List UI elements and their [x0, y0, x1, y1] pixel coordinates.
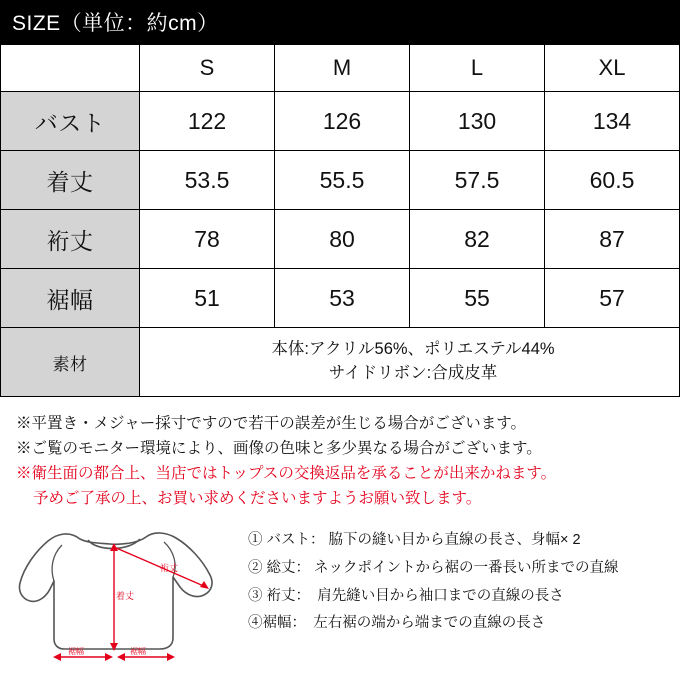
legend-item-total-length: ② 総丈： ネックポイントから裾の一番長い所までの直線: [248, 559, 619, 576]
cell-hem-s: 51: [140, 269, 275, 328]
measurement-diagram-area: [0, 521, 680, 681]
measurement-legend: [248, 527, 668, 637]
table-row: [1, 210, 680, 269]
cell-length-xl: 60.5: [545, 151, 680, 210]
label-length: 着丈: [116, 591, 135, 602]
note-line-4: 予めご了承の上、お買い求めくださいますようお願い致します。: [33, 490, 482, 508]
notes-block: [0, 397, 680, 511]
material-line-2: サイドリボン:合成皮革: [328, 364, 498, 382]
table-row: [1, 92, 680, 151]
cell-length-m: 55.5: [275, 151, 410, 210]
column-header-m: M: [275, 45, 410, 92]
cell-length-l: 57.5: [410, 151, 545, 210]
cell-sleeve-s: 78: [140, 210, 275, 269]
table-corner-cell: [1, 45, 140, 92]
cell-hem-l: 55: [410, 269, 545, 328]
row-label-sleeve: 裄丈: [1, 210, 140, 269]
note-line-3: ※衛生面の都合上、当店ではトップスの交換返品を承ることが出来かねます。: [16, 465, 557, 483]
row-label-bust: バスト: [1, 92, 140, 151]
column-header-s: S: [140, 45, 275, 92]
garment-diagram-icon: [10, 521, 240, 671]
table-row: [1, 269, 680, 328]
cell-bust-s: 122: [140, 92, 275, 151]
size-table: [0, 44, 680, 397]
note-line-2: ※ご覧のモニター環境により、画像の色味と多少異なる場合がございます。: [16, 440, 542, 458]
cell-material: [140, 328, 680, 397]
cell-bust-m: 126: [275, 92, 410, 151]
cell-sleeve-l: 82: [410, 210, 545, 269]
legend-item-sleeve: ③ 裄丈： 肩先縫い目から袖口までの直線の長さ: [248, 587, 564, 604]
material-line-1: 本体:アクリル56%、ポリエステル44%: [271, 340, 555, 359]
cell-hem-xl: 57: [545, 269, 680, 328]
legend-item-hem: ④裾幅： 左右裾の端から端までの直線の長さ: [248, 615, 546, 632]
size-header-bar: [0, 0, 680, 44]
cell-sleeve-m: 80: [275, 210, 410, 269]
column-header-l: L: [410, 45, 545, 92]
note-line-1: ※平置き・メジャー採寸ですので若干の誤差が生じる場合がございます。: [16, 415, 526, 432]
cell-hem-m: 53: [275, 269, 410, 328]
cell-sleeve-xl: 87: [545, 210, 680, 269]
table-header-row: [1, 45, 680, 92]
cell-length-s: 53.5: [140, 151, 275, 210]
label-sleeve: 裄丈: [160, 563, 179, 574]
legend-item-bust: ① バスト： 脇下の縫い目から直線の長さ、身幅× 2: [248, 532, 581, 549]
table-row-material: [1, 328, 680, 397]
label-hem-left: 裾幅: [68, 647, 84, 657]
cell-bust-l: 130: [410, 92, 545, 151]
row-label-length: 着丈: [1, 151, 140, 210]
table-row: [1, 151, 680, 210]
column-header-xl: XL: [545, 45, 680, 92]
label-hem-right: 裾幅: [130, 647, 146, 657]
row-label-material: 素材: [1, 328, 140, 397]
row-label-hem: 裾幅: [1, 269, 140, 328]
page-title: SIZE（単位：約cm）: [12, 12, 219, 35]
cell-bust-xl: 134: [545, 92, 680, 151]
